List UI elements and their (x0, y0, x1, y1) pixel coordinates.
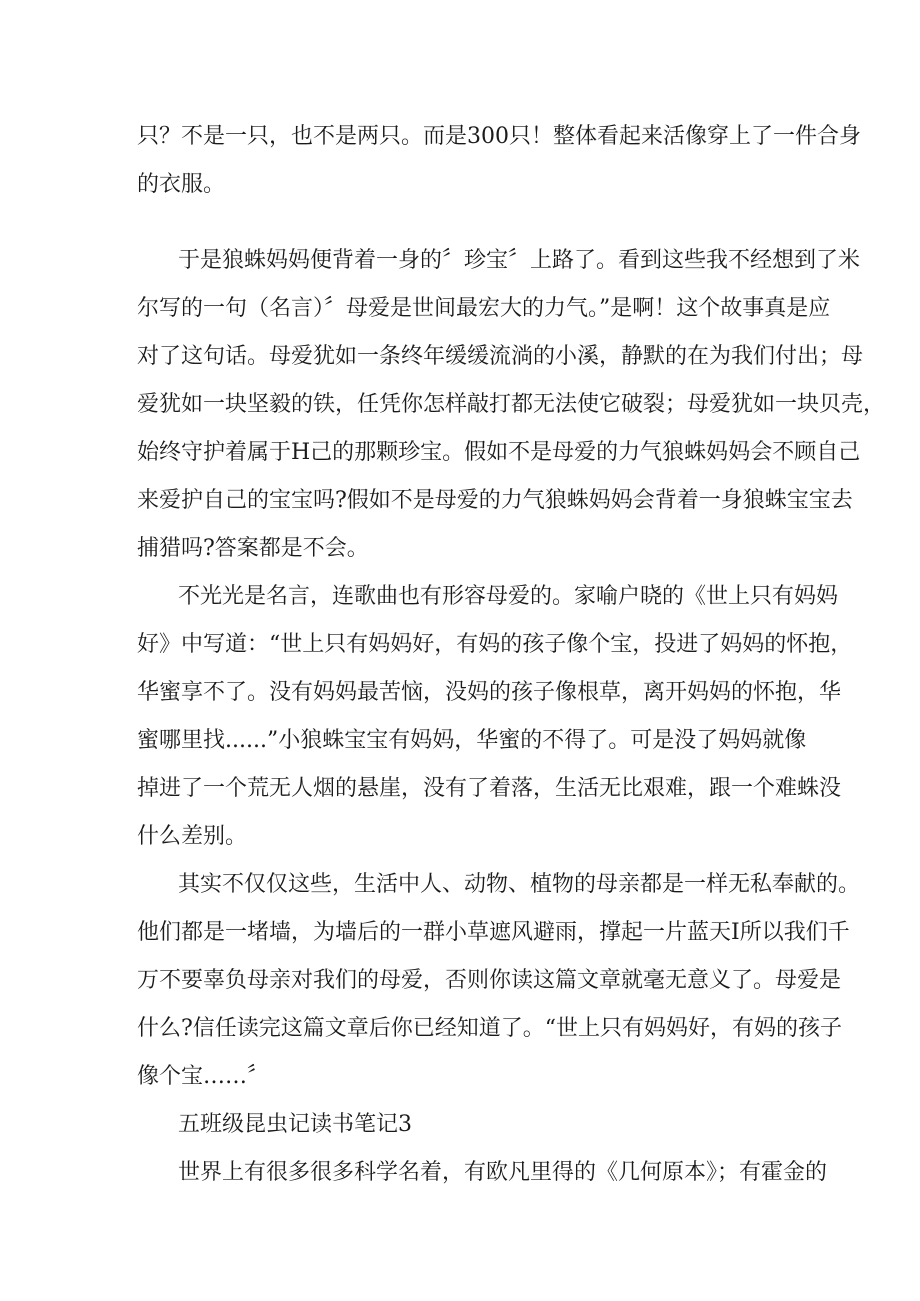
paragraph-first-line: 于是狼蛛妈妈便背着一身的〞珍宝〞上路了。看到这些我不经想到了米 (178, 248, 861, 273)
text-line: 尔写的一句（名言）〞母爱是世间最宏大的力气。”是啊！这个故事真是应 (137, 296, 831, 321)
text-line: 蜜哪里找......”小狼蛛宝宝有妈妈，华蜜的不得了。可是没了妈妈就像 (137, 728, 807, 753)
paragraph-first-line: 其实不仅仅这些，生活中人、动物、植物的母亲都是一样无私奉献的。 (178, 872, 861, 897)
text-line: 的衣服。 (137, 172, 226, 197)
text-line: 万不要辜负母亲对我们的母爱，否则你读这篇文章就毫无意义了。母爱是 (137, 968, 842, 993)
text-line: 掉进了一个荒无人烟的悬崖，没有了着落，生活无比艰难，跟一个难蛛没 (137, 776, 842, 801)
text-line: 爱犹如一块坚毅的铁，任凭你怎样敲打都无法使它破裂；母爱犹如一块贝壳， (137, 392, 886, 417)
text-line: 捕猎吗?答案都是不会。 (137, 536, 369, 561)
text-line: 只？不是一只，也不是两只。而是300只！整体看起来活像穿上了一件合身 (137, 124, 861, 149)
text-line: 像个宝……〞 (137, 1064, 270, 1089)
text-line: 来爱护自己的宝宝吗?假如不是母爱的力气狼蛛妈妈会背着一身狼蛛宝宝去 (137, 488, 853, 513)
text-line: 好》中写道：“世上只有妈妈好，有妈的孩子像个宝，投进了妈妈的怀抱， (137, 632, 853, 657)
paragraph-first-line: 世界上有很多很多科学名着，有欧凡里得的《几何原本》；有霍金的 (178, 1160, 828, 1185)
text-line: 他们都是一堵墙，为墙后的一群小草遮风避雨，撑起一片蓝天I所以我们千 (137, 920, 850, 945)
text-line: 对了这句话。母爱犹如一条终年缓缓流淌的小溪，静默的在为我们付出；母 (137, 344, 864, 369)
text-line: 什么?信任读完这篇文章后你已经知道了。“世上只有妈妈好，有妈的孩子 (137, 1016, 843, 1041)
section-heading: 五班级昆虫记读书笔记3 (178, 1112, 412, 1137)
text-line: 什么差别。 (137, 824, 248, 849)
paragraph-first-line: 不光光是名言，连歌曲也有形容母爱的。家喻户晓的《世上只有妈妈 (178, 584, 839, 609)
text-line: 始终守护着属于H己的那颗珍宝。假如不是母爱的力气狼蛛妈妈会不顾自己 (137, 440, 861, 465)
text-line: 华蜜享不了。没有妈妈最苦恼，没妈的孩子像根草，离开妈妈的怀抱，华 (137, 680, 842, 705)
